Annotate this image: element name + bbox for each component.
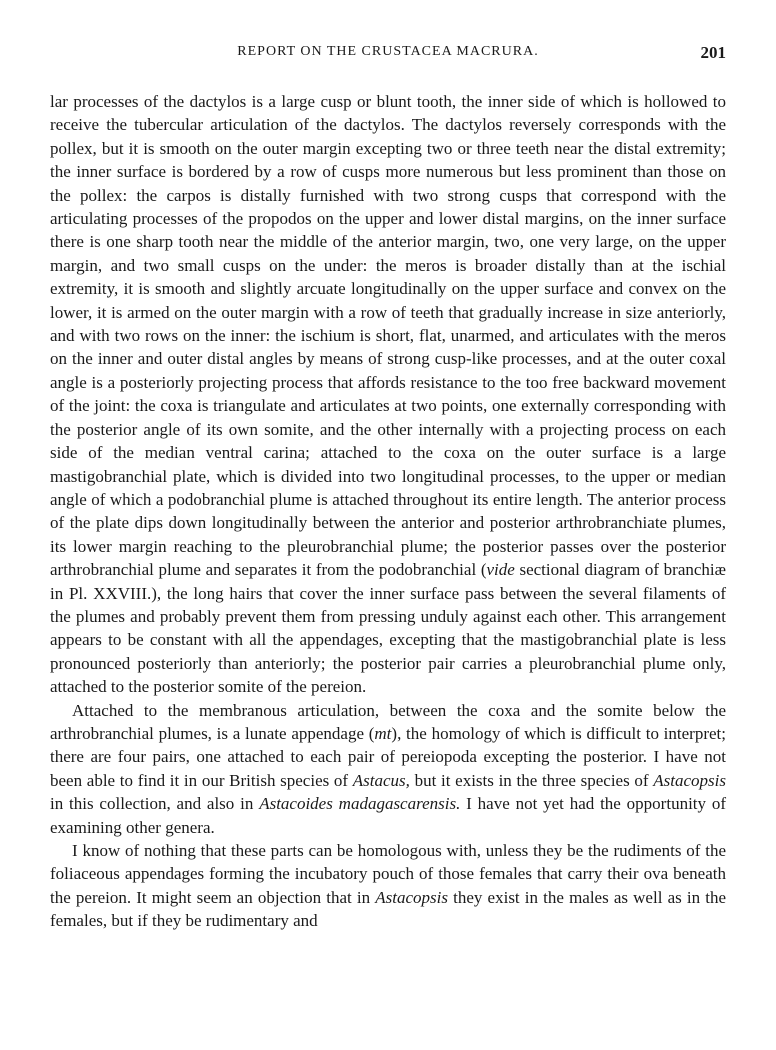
page-number: 201 bbox=[700, 43, 726, 62]
text-segment: ), the homology of which is difficult to interpret; there are four pairs, one attached to each pair of pereiopoda excepting the posterior. I have not been able to find it in our British species of bbox=[50, 723, 726, 790]
body-text bbox=[50, 90, 726, 933]
text-segment: I know of nothing that these parts can be homologous with, unless they be the rudiments of the foliaceous appendages forming the incubatory pouch of those females that carry their ova beneath the pereion. It might seem an objection that in bbox=[50, 841, 726, 907]
text-segment: they exist in the males as well as in the females, but if they be rudimentary and bbox=[50, 887, 727, 931]
text-segment: lar processes of the dactylos is a large cusp or blunt tooth, the inner side of which is hollowed to receive the tubercular articulation of the dactylos. The dactylos reversely corresponds with the pollex, but it is smooth on the outer margin excepting two or three teeth near the distal extremity; the inner surface is bordered by a row of cusps more numerous but less prominent than those on the pollex: the carpos is distally furnished with two strong cusps that correspond with the articulating processes of the propodos on the upper and lower distal margins, on the inner surface there is one sharp tooth near the middle of the anterior margin, two, one very large, on the upper margin, and two small cusps on the under: the meros is broader distally than at the ischial extremity, it is smooth and slightly arcuate longitudinally on the upper surface and convex on the lower, it is armed on the outer margin with a row of teeth that gradually increase in size anteriorly, and with two rows on the inner: the ischium is short, flat, unarmed, and articulates with the meros on the inner and outer distal angles by means of strong cusp-like processes, and at the outer coxal angle is a posteriorly projecting process that affords resistance to the too free backward movement of the joint: the coxa is triangulate and articulates at two points, one externally corresponding with the posterior angle of its own somite, and the other internally with a projecting process on each side of the median ventral carina; attached to the coxa on the outer surface is a large mastigobranchial plate, which is divided into two longitudinal processes, to the upper or median angle of which a podobranchial plume is attached throughout its entire length. The anterior process of the plate dips down longitudinally between the anterior and posterior arthrobranchiate plumes, its lower margin reaching to the pleurobranchial plume; the posterior passes over the posterior arthrobranchial plume and separates it from the podobranchial ( bbox=[50, 92, 726, 580]
text-segment: in this collection, and also in bbox=[50, 794, 260, 814]
italic-text-segment: mt bbox=[374, 723, 392, 743]
italic-text-segment: Astacopsis bbox=[653, 770, 726, 790]
paragraph bbox=[50, 839, 726, 933]
paragraph bbox=[50, 90, 726, 699]
italic-text-segment: Astacus, bbox=[352, 770, 410, 790]
text-segment: sectional diagram of branchiæ in Pl. XXVIII.), the long hairs that cover the inner surface pass between the several filaments of the plumes and probably prevent them from pressing unduly against each other. This arrangement appears to be constant with all the appendages, excepting that the mastigobranchial plate is less pronounced posteriorly than anteriorly; the posterior pair carries a pleurobranchial plume only, attached to the posterior somite of the pereion. bbox=[50, 560, 726, 697]
page-header bbox=[50, 44, 726, 68]
italic-text-segment: Astacopsis bbox=[375, 887, 448, 907]
text-segment: Attached to the membranous articulation, between the coxa and the somite below the arthrobranchial plumes, is a lunate appendage ( bbox=[50, 700, 726, 743]
running-title: REPORT ON THE CRUSTACEA MACRURA. bbox=[237, 44, 539, 59]
paragraph bbox=[50, 699, 726, 839]
text-segment: but it exists in the three species of bbox=[409, 770, 654, 790]
italic-text-segment: vide bbox=[486, 560, 515, 580]
italic-text-segment: Astacoides madagascarensis. bbox=[259, 794, 461, 814]
text-segment: I have not yet had the opportunity of examining other genera. bbox=[50, 794, 727, 837]
